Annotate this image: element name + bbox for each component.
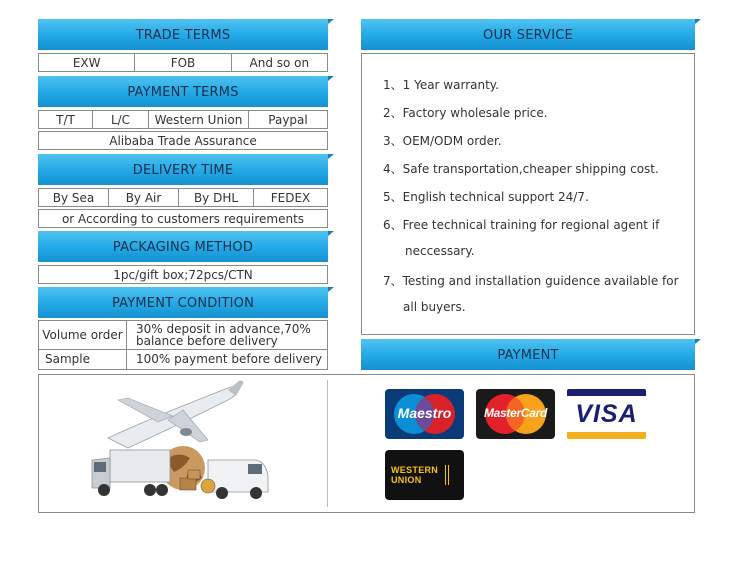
van-icon <box>208 460 268 499</box>
packaging-method-header <box>38 231 328 262</box>
trade-term-exw: EXW <box>39 54 135 71</box>
delivery-time-row <box>38 188 328 207</box>
payment-term-western-union: Western Union <box>149 111 249 128</box>
trade-terms-row <box>38 53 328 72</box>
service-item-6-cont: neccessary. <box>405 244 475 258</box>
our-service-title: OUR SERVICE <box>483 28 573 43</box>
visa-bottom-stripe <box>567 432 646 439</box>
payment-condition-header <box>38 287 328 318</box>
western-union-card <box>385 450 464 500</box>
payment-terms-row <box>38 110 328 129</box>
payment-term-lc: L/C <box>93 111 149 128</box>
delivery-time-extra-row <box>38 209 328 228</box>
service-item-6: 6、Free technical training for regional agent if <box>383 218 660 232</box>
service-item-1: 1、1 Year warranty. <box>383 78 499 92</box>
delivery-by-sea: By Sea <box>39 189 109 206</box>
truck-icon <box>92 450 170 496</box>
delivery-time-title: DELIVERY TIME <box>132 163 234 178</box>
delivery-by-dhl: By DHL <box>179 189 254 206</box>
visa-top-stripe <box>567 389 646 396</box>
payment-term-tt: T/T <box>39 111 93 128</box>
mastercard-card <box>476 389 555 439</box>
bottom-panel-divider <box>327 380 328 507</box>
payment-condition-row-volume <box>39 321 327 350</box>
payment-condition-sample-value: 100% payment before delivery <box>136 352 323 366</box>
payment-title: PAYMENT <box>497 348 559 363</box>
western-union-line1: WESTERN <box>391 465 439 475</box>
airplane-icon <box>108 380 244 448</box>
trade-terms-header <box>38 19 328 50</box>
delivery-time-header <box>38 154 328 185</box>
western-union-bars <box>445 465 449 485</box>
packaging-method-value: 1pc/gift box;72pcs/CTN <box>113 267 253 282</box>
trade-term-other: And so on <box>249 55 310 70</box>
trade-term-fob: FOB <box>135 54 231 71</box>
payment-term-trade-assurance: Alibaba Trade Assurance <box>109 133 257 148</box>
service-item-5: 5、English technical support 24/7. <box>383 190 589 204</box>
payment-condition-volume-line1: 30% deposit in advance,70% <box>136 322 311 336</box>
delivery-by-air: By Air <box>109 189 179 206</box>
service-item-2: 2、Factory wholesale price. <box>383 106 548 120</box>
payment-condition-table <box>38 320 328 370</box>
maestro-label: Maestro <box>397 405 452 421</box>
payment-terms-header <box>38 76 328 107</box>
maestro-card <box>385 389 464 439</box>
mastercard-label: MasterCard <box>483 406 548 420</box>
payment-condition-volume-value <box>136 323 311 347</box>
payment-condition-row-sample <box>39 350 327 369</box>
service-item-7-cont: all buyers. <box>403 300 466 314</box>
visa-label: VISA <box>575 400 638 428</box>
western-union-text <box>391 465 443 485</box>
payment-condition-sample-label: Sample <box>39 350 127 369</box>
packaging-method-title: PACKAGING METHOD <box>112 240 254 255</box>
payment-condition-volume-label: Volume order <box>39 321 127 349</box>
payment-terms-extra-row <box>38 131 328 150</box>
payment-condition-title: PAYMENT CONDITION <box>111 296 255 311</box>
western-union-line2: UNION <box>391 475 422 485</box>
packaging-method-row <box>38 265 328 284</box>
visa-card <box>567 389 646 439</box>
shipping-illustration <box>88 380 273 505</box>
service-item-7: 7、Testing and installation guidence available for <box>383 274 679 288</box>
payment-terms-title: PAYMENT TERMS <box>127 85 239 100</box>
service-item-4: 4、Safe transportation,cheaper shipping cost. <box>383 162 659 176</box>
service-item-3: 3、OEM/ODM order. <box>383 134 502 148</box>
payment-header <box>361 339 695 370</box>
delivery-fedex: FEDEX <box>270 190 311 205</box>
trade-terms-title: TRADE TERMS <box>135 28 231 43</box>
delivery-custom: or According to customers requirements <box>61 211 305 226</box>
our-service-header <box>361 19 695 50</box>
payment-term-paypal: Paypal <box>268 112 308 127</box>
payment-condition-volume-line2: balance before delivery <box>136 334 278 348</box>
